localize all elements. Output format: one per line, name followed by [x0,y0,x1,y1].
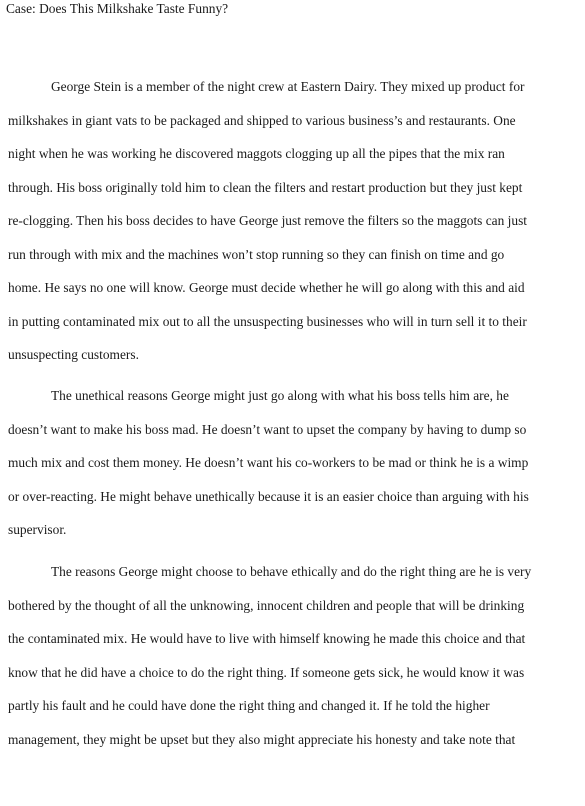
paragraph-2-line-2: doesn’t want to make his boss mad. He doesn’t want to upset the company by having to dump so [8,421,527,437]
paragraph-1-line-9: unsuspecting customers. [8,347,139,362]
paragraph-3-line-4: know that he did have a choice to do the right thing. If someone gets sick, he would know it was [8,664,525,680]
paragraph-2-line-5: supervisor. [8,522,67,537]
paragraph-1-line-5: re-clogging. Then his boss decides to have George just remove the filters so the maggots can just [8,213,528,228]
paragraph-1-line-2: milkshakes in giant vats to be packaged and shipped to various business’s and restaurants. One [8,112,516,128]
paragraph-1-line-6: run through with mix and the machines won’t stop running so they can finish on time and go [8,246,505,262]
paragraph-2-line-1: The unethical reasons George might just go along with what his boss tells him are, he [51,388,509,403]
paragraph-1-line-1: George Stein is a member of the night crew at Eastern Dairy. They mixed up product for [51,79,525,94]
paragraph-2-line-4: or over-reacting. He might behave unethically because it is an easier choice than arguing with his [8,488,529,504]
paragraph-1-line-7: home. He says no one will know. George must decide whether he will go along with this and aid [8,280,525,295]
paragraph-1-line-4: through. His boss originally told him to clean the filters and restart production but they just kept [8,179,523,195]
paragraph-3-line-1: The reasons George might choose to behave ethically and do the right thing are he is very [51,564,532,579]
paragraph-3-line-2: bothered by the thought of all the unknowing, innocent children and people that will be drinking [8,597,525,613]
document-title: Case: Does This Milkshake Taste Funny? [6,1,229,16]
paragraph-2-line-3: much mix and cost them money. He doesn’t want his co-workers to be mad or think he is a wimp [8,455,529,470]
paragraph-1-line-8: in putting contaminated mix out to all the unsuspecting businesses who will in turn sell it to their [8,313,527,329]
paragraph-3-line-5: partly his fault and he could have done the right thing and changed it. If he told the higher [8,698,490,713]
paragraph-3-line-3: the contaminated mix. He would have to live with himself knowing he made this choice and that [8,631,526,646]
paragraph-3-line-6: management, they might be upset but they also might appreciate his honesty and take note that [8,731,516,747]
paragraph-1-line-3: night when he was working he discovered maggots clogging up all the pipes that the mix ran [8,146,505,161]
